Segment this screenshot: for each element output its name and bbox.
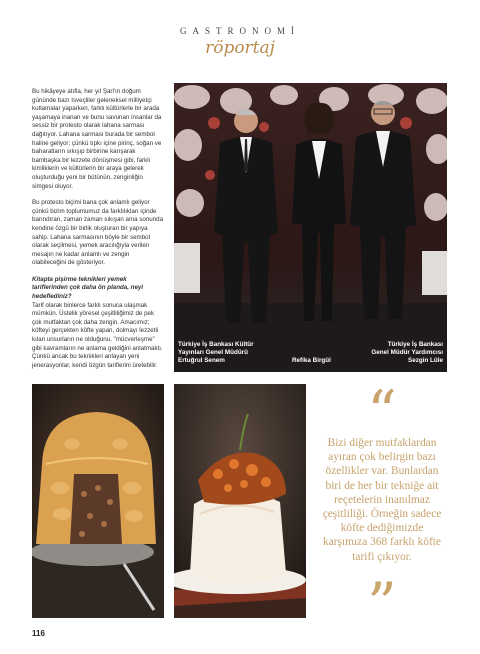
caption-left-line-1: Türkiye İş Bankası Kültür: [178, 341, 254, 348]
article-body: [32, 88, 164, 370]
plated-dish-illustration: [174, 384, 306, 618]
group-photo: [174, 83, 447, 372]
caption-left-line-3: Ertuğrul Senem: [178, 357, 225, 364]
interview-answer: Tarif olarak binlerce farklı sonuca ulaşmak mümkün. Üstelik yöresel çeşitliliğimiz de pek çok mutfaktan çok daha zengin. Amacımız; köfteyi gerçekten köfte yapan, dolmayı lezzetli kılan unsurların ne olduğunu, "mücverleşme" gibi kavramların ne anlama geldiğini anlatmaktı. Çünkü ancak bu teknikleri anlayan yeni jenerasyonlar, kendi özgün tariflerini üretebilir.: [32, 301, 163, 369]
caption-left: [178, 341, 254, 365]
group-photo-illustration: [174, 83, 447, 372]
interview-question: Kitapta pişirme teknikleri yemek tariflerinden çok daha ön planda, neyi hedeflediniz?: [32, 275, 144, 301]
caption-left-line-2: Yayınları Genel Müdürü: [178, 349, 248, 356]
caption-right-line-3: Sezgin Lüle: [408, 357, 443, 364]
page-header: [0, 0, 480, 70]
food-photo-pastry-dome: [32, 384, 164, 618]
pull-quote: [316, 378, 448, 638]
subsection-title: röportaj: [205, 38, 275, 58]
paragraph-1: Bu hikâyeye atıfla, her yıl Şarl'ın doğum gününde bazı Isveçliler geleneksel milliyetçi kutlamalar yaparken, farklı kültürlerle bir arada yaşamaya inanan ve bunu savunan insanlar da sessiz bir protesto olarak lahana sarması dağıtıyor. Lahana sarması burada bir sembol haline geliyor; çünkü tıpkı içine pirinç, soğan ve baharatların sıkışıp birbirine karışarak bambaşka bir lezzete dönüşmesi gibi, farklı kimliklerin ve kültürlerin bir araya gelerek oluşturduğu yeni bir bütünün, zenginliğin simgesi oluyor.: [32, 88, 162, 190]
pastry-dome-illustration: [32, 384, 164, 618]
page-number: 116: [32, 629, 45, 638]
pull-quote-text: Bizi diğer mutfaklardan ayıran çok belirgin bazı özellikler var. Bunlardan biri de her bir tekniğe ait reçetelerin inanılmaz çeşitliliği. Örneğin sadece köfte dediğimizde karşımıza 368 farklı köfte tarifi çıkıyor.: [322, 437, 442, 563]
caption-right: [371, 341, 443, 365]
paragraph-2: Bu protesto biçimi bana çok anlamlı geliyor çünkü bizim toplumumuz da farklılıkları içinde barındıran, zaman zaman sıkışan ama sonunda kendine özgü bir birlik oluşturan bir yapıya sahip. Lahana sarmasının böyle bir sembol olarak seçilmesi, yemek aracılığıyla verilen mesajın ne kadar anlamlı ve zengin olabileceğini de gösteriyor.: [32, 199, 164, 267]
close-quote-mark: ”: [367, 570, 397, 638]
caption-right-line-2: Genel Müdür Yardımcısı: [371, 349, 443, 356]
section-title: GASTRONOMİ: [179, 26, 300, 36]
open-quote-mark: “: [367, 378, 397, 446]
caption-right-line-1: Türkiye İş Bankası: [387, 341, 443, 348]
caption-middle: Refika Birgül: [292, 357, 331, 364]
food-photo-plated-dish: [174, 384, 306, 618]
